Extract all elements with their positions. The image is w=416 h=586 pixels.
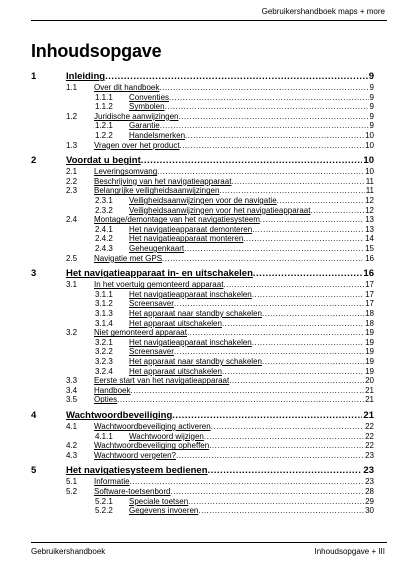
toc-entry[interactable] (31, 268, 374, 279)
toc-dot-leader (262, 309, 364, 318)
toc-dot-leader (185, 131, 364, 140)
toc-entry-number: 2.3.1 (95, 196, 113, 205)
toc-dot-leader (157, 167, 364, 176)
toc-entry-title[interactable]: Het apparaat uitschakelen (129, 318, 222, 328)
toc-entry-page: 21 (363, 410, 374, 421)
toc-entry[interactable] (31, 112, 374, 121)
toc-entry[interactable] (31, 215, 374, 224)
toc-entry[interactable] (31, 451, 374, 460)
toc-entry[interactable] (31, 121, 374, 130)
toc-entry[interactable] (31, 465, 374, 476)
toc-dot-leader (229, 376, 364, 385)
toc-entry-title[interactable]: Voordat u begint (66, 155, 141, 167)
toc-entry-page: 21 (365, 395, 374, 405)
toc-entry-page: 9 (369, 102, 374, 112)
toc-entry[interactable] (31, 244, 374, 253)
toc-entry-page: 22 (365, 431, 374, 441)
toc-entry-title[interactable]: Belangrijke veiligheidsaanwijzingen (94, 186, 220, 196)
toc-dot-leader (219, 186, 364, 195)
toc-dot-leader (105, 71, 368, 82)
toc-entry-page: 22 (365, 422, 374, 431)
toc-entry[interactable] (31, 395, 374, 404)
toc-entry[interactable] (31, 206, 374, 215)
toc-entry-page: 19 (365, 366, 374, 376)
toc-entry-page: 23 (363, 465, 374, 477)
toc-entry-title[interactable]: Veiligheidsaanwijzingen voor de navigatie (129, 196, 277, 205)
toc-entry-number: 2.4 (66, 215, 78, 225)
toc-entry-label (66, 268, 362, 279)
toc-entry-title[interactable]: Wachtwoordbeveiliging opheffen (94, 441, 210, 451)
toc-entry-number: 1 (31, 71, 37, 82)
toc-entry-title[interactable]: Leveringsomvang (94, 167, 158, 177)
toc-entry-label (66, 410, 362, 421)
toc-entry-title[interactable]: Beschrijving van het navigatieapparaat (94, 176, 232, 186)
toc-entry-number: 3.5 (66, 395, 78, 405)
toc-entry-page: 16 (365, 253, 374, 263)
toc-entry-page: 19 (365, 347, 374, 357)
toc-dot-leader (160, 121, 369, 130)
toc-entry-title[interactable]: Het navigatiesysteem bedienen (66, 465, 208, 477)
toc-entry-title[interactable]: Het apparaat naar standby schakelen (129, 309, 262, 318)
toc-entry-number: 5.2.2 (95, 506, 113, 516)
toc-entry-label (129, 432, 364, 441)
toc-entry-number: 2.3.2 (95, 205, 113, 215)
toc-dot-leader (252, 290, 364, 299)
toc-entry-page: 23 (365, 477, 374, 487)
toc-entry[interactable] (31, 225, 374, 234)
toc-entry-page: 18 (365, 309, 374, 318)
toc-entry-title[interactable]: Speciale toetsen (129, 496, 189, 506)
toc-dot-leader (162, 254, 364, 263)
toc-entry-label (129, 206, 364, 215)
toc-entry-label (129, 338, 364, 347)
toc-dot-leader (243, 234, 364, 243)
toc-dot-leader (172, 410, 362, 421)
toc-entry-page: 9 (369, 92, 374, 102)
toc-entry-title[interactable]: Over dit handboek (94, 83, 160, 92)
toc-entry[interactable] (31, 254, 374, 263)
toc-dot-leader (165, 102, 369, 111)
toc-dot-leader (231, 177, 364, 186)
toc-entry-number: 4.1 (66, 422, 78, 431)
toc-entry-title[interactable]: Het apparaat uitschakelen (129, 366, 222, 376)
toc-dot-leader (179, 112, 369, 121)
toc-entry[interactable] (31, 367, 374, 376)
footer-right: Inhoudsopgave + III (314, 547, 385, 556)
toc-entry[interactable] (31, 487, 374, 496)
footer-left: Gebruikershandboek (31, 547, 106, 556)
toc-entry-title[interactable]: Wachtwoordbeveiliging (66, 410, 173, 421)
toc-entry-number: 3.1.2 (95, 299, 113, 309)
toc-entry-label (129, 244, 364, 253)
toc-dot-leader (198, 506, 364, 515)
toc-entry[interactable] (31, 410, 374, 421)
toc-entry-number: 2.4.2 (95, 234, 113, 244)
toc-entry-number: 3.1.4 (95, 318, 113, 328)
toc-entry-title[interactable]: Screensaver (129, 347, 174, 357)
toc-entry-label (94, 477, 364, 486)
toc-entry-number: 1.2.1 (95, 121, 113, 131)
toc-entry-label (94, 186, 365, 195)
toc-dot-leader (174, 347, 364, 356)
toc-entry-page: 12 (365, 196, 374, 205)
toc-entry[interactable] (31, 441, 374, 450)
toc-entry-number: 3.2.2 (95, 347, 113, 357)
toc-entry-page: 14 (365, 234, 374, 244)
toc-entry[interactable] (31, 506, 374, 515)
toc-entry-title[interactable]: Geheugenkaart (129, 244, 185, 253)
toc-entry-number: 1.2 (66, 111, 78, 121)
toc-entry-page: 30 (365, 506, 374, 516)
toc-dot-leader (222, 319, 364, 328)
toc-entry-page: 15 (365, 244, 374, 253)
toc-entry-title[interactable]: Het navigatieapparaat inschakelen (129, 337, 252, 347)
toc-entry-number: 5.2.1 (95, 496, 113, 506)
toc-entry-title[interactable]: Informatie (94, 477, 130, 487)
toc-entry-title[interactable]: Wachtwoord wijzigen (129, 431, 204, 441)
toc-entry[interactable] (31, 357, 374, 366)
toc-entry-number: 2.4.1 (95, 224, 113, 234)
toc-dot-leader (208, 465, 363, 476)
toc-entry-number: 1.1.2 (95, 102, 113, 112)
toc-entry-number: 4.3 (66, 450, 78, 460)
toc-dot-leader (262, 357, 364, 366)
toc-dot-leader (180, 141, 365, 150)
toc-entry-title[interactable]: Handelsmerken (129, 131, 186, 140)
toc-entry-number: 3.1.1 (95, 289, 113, 299)
toc-entry[interactable] (31, 102, 374, 111)
toc-entry-page: 28 (365, 487, 374, 496)
toc-entry-label (94, 280, 364, 289)
toc-entry-label (129, 93, 369, 102)
toc-dot-leader (187, 328, 364, 337)
toc-dot-leader (204, 432, 364, 441)
toc-entry-number: 5.2 (66, 487, 78, 496)
toc-entry-page: 9 (369, 121, 374, 131)
toc-entry-page: 23 (365, 450, 374, 460)
toc-entry-number: 4.2 (66, 441, 78, 451)
toc-dot-leader (222, 367, 364, 376)
toc-entry-title[interactable]: Juridische aanwijzingen (94, 111, 179, 121)
toc-entry-title[interactable]: Het navigatieapparaat monteren (129, 234, 244, 244)
toc-entry-label (94, 376, 364, 385)
toc-entry-title[interactable]: Niet gemonteerd apparaat (94, 328, 187, 338)
toc-entry-label (129, 299, 364, 308)
footer-rule (31, 542, 387, 543)
toc-dot-leader (176, 451, 364, 460)
toc-dot-leader (169, 93, 369, 102)
toc-entry-number: 1.1 (66, 83, 78, 92)
toc-entry-label (129, 357, 364, 366)
toc-entry-number: 2 (31, 155, 37, 167)
toc-entry-label (129, 102, 369, 111)
toc-entry-number: 3.1.3 (95, 309, 113, 318)
toc-dot-leader (141, 155, 363, 166)
toc-entry-page: 19 (365, 357, 374, 366)
toc-entry-page: 19 (365, 328, 374, 338)
toc-dot-leader (130, 386, 364, 395)
toc-entry[interactable] (31, 234, 374, 243)
toc-entry-page: 13 (365, 224, 374, 234)
toc-entry-label (94, 395, 364, 404)
toc-dot-leader (260, 215, 364, 224)
toc-entry[interactable] (31, 280, 374, 289)
toc-entry[interactable] (31, 196, 374, 205)
toc-entry-label (94, 83, 369, 92)
toc-entry-title[interactable]: Conventies (129, 92, 170, 102)
toc-entry-label (66, 465, 362, 476)
toc-entry-title[interactable]: Het navigatieapparaat in- en uitschakelen (66, 268, 253, 280)
toc-entry-number: 2.4.3 (95, 244, 113, 253)
toc-entry[interactable] (31, 422, 374, 431)
toc-entry-title[interactable]: Het apparaat naar standby schakelen (129, 357, 262, 366)
toc-entry-title[interactable]: Het navigatieapparaat demonteren (129, 224, 253, 234)
toc-dot-leader (159, 83, 368, 92)
toc-dot-leader (171, 487, 365, 496)
toc-entry-page: 10 (363, 155, 374, 167)
toc-entry-title[interactable]: Navigatie met GPS (94, 253, 163, 263)
toc-entry-number: 5 (31, 465, 37, 477)
toc-entry-label (94, 215, 364, 224)
toc-entry-number: 3.1 (66, 280, 78, 290)
toc-dot-leader (211, 422, 364, 431)
toc-dot-leader (130, 477, 365, 486)
page-title: Inhoudsopgave (31, 41, 162, 61)
toc-entry-title[interactable]: Eerste start van het navigatieapparaat (94, 376, 230, 386)
toc-entry-page: 11 (365, 176, 374, 186)
toc-entry-number: 3.4 (66, 385, 78, 395)
toc-entry-page: 19 (365, 337, 374, 347)
toc-entry[interactable] (31, 386, 374, 395)
toc-entry-title[interactable]: In het voertuig gemonteerd apparaat (94, 280, 224, 290)
toc-entry-title[interactable]: Opties (94, 395, 118, 405)
toc-entry-page: 9 (368, 71, 374, 82)
toc-entry[interactable] (31, 338, 374, 347)
toc-entry[interactable] (31, 319, 374, 328)
toc-dot-leader (209, 441, 364, 450)
toc-entry-label (129, 290, 364, 299)
toc-entry-title[interactable]: Montage/demontage van het navigatiesysteem (94, 215, 260, 225)
toc-entry-page: 17 (365, 299, 374, 309)
toc-entry-title[interactable]: Handboek (94, 385, 131, 395)
toc-dot-leader (252, 338, 364, 347)
toc-entry[interactable] (31, 186, 374, 195)
toc-entry-page: 9 (369, 111, 374, 121)
toc-entry[interactable] (31, 432, 374, 441)
toc-entry-label (129, 367, 364, 376)
toc-entry[interactable] (31, 347, 374, 356)
toc-dot-leader (310, 206, 364, 215)
toc-entry-page: 29 (365, 496, 374, 506)
toc-entry-number: 3 (31, 268, 37, 280)
toc-entry-page: 12 (365, 205, 374, 215)
toc-dot-leader (174, 299, 364, 308)
toc-entry[interactable] (31, 309, 374, 318)
toc-entry-page: 16 (363, 268, 374, 280)
toc-entry-label (129, 309, 364, 318)
toc-entry-title[interactable]: Garantie (129, 121, 160, 131)
toc-entry-number: 3.2.3 (95, 357, 113, 366)
toc-entry-page: 17 (365, 289, 374, 299)
toc-entry-label (94, 167, 364, 176)
toc-entry-number: 4 (31, 410, 37, 421)
header-rule (31, 20, 387, 21)
toc-entry-number: 2.1 (66, 167, 78, 177)
toc-entry-label (94, 487, 364, 496)
toc-entry-number: 3.2 (66, 328, 78, 338)
toc-entry-label (129, 131, 364, 140)
toc-entry-label (129, 234, 364, 243)
toc-entry-title[interactable]: Software-toetsenbord (94, 487, 171, 496)
toc-entry[interactable] (31, 155, 374, 166)
toc-dot-leader (253, 268, 363, 279)
toc-entry-label (94, 177, 365, 186)
toc-entry-page: 22 (365, 441, 374, 451)
toc-entry-page: 10 (365, 140, 374, 150)
toc-dot-leader (277, 196, 364, 205)
toc-entry-label (129, 506, 364, 515)
toc-entry-title[interactable]: Gegevens invoeren (129, 506, 199, 516)
toc-entry[interactable] (31, 83, 374, 92)
toc-entry-page: 20 (365, 376, 374, 386)
toc-entry-number: 2.2 (66, 176, 78, 186)
toc-entry-label (94, 141, 364, 150)
toc-entry-number: 1.2.2 (95, 131, 113, 140)
toc-entry-number: 4.1.1 (95, 431, 113, 441)
toc-entry-number: 2.3 (66, 186, 78, 196)
toc-entry-label (129, 196, 364, 205)
toc-entry-number: 5.1 (66, 477, 78, 487)
toc-entry[interactable] (31, 290, 374, 299)
toc-dot-leader (188, 497, 364, 506)
toc-entry-page: 11 (365, 186, 374, 196)
toc-entry-label (94, 422, 364, 431)
toc-entry[interactable] (31, 328, 374, 337)
toc-entry-page: 13 (365, 215, 374, 225)
toc-entry-page: 10 (365, 167, 374, 177)
toc-entry-label (66, 155, 362, 166)
toc-entry-title[interactable]: Het navigatieapparaat inschakelen (129, 289, 252, 299)
toc-dot-leader (252, 225, 364, 234)
toc-entry-label (129, 347, 364, 356)
toc-entry[interactable] (31, 167, 374, 176)
toc-entry-label (129, 225, 364, 234)
toc-entry-label (66, 71, 368, 82)
toc-entry-number: 2.5 (66, 253, 78, 263)
toc-entry-title[interactable]: Vragen over het product (94, 140, 180, 150)
toc-entry-number: 3.2.1 (95, 337, 113, 347)
toc-entry[interactable] (31, 299, 374, 308)
toc-entry-number: 1.3 (66, 140, 78, 150)
toc-entry-label (94, 254, 364, 263)
toc-entry-number: 3.2.4 (95, 366, 113, 376)
toc-entry-number: 1.1.1 (95, 92, 113, 102)
toc-entry-page: 18 (365, 318, 374, 328)
toc-entry[interactable] (31, 141, 374, 150)
running-header: Gebruikershandboek maps + more (261, 7, 385, 16)
toc-entry-title[interactable]: Screensaver (129, 299, 174, 309)
toc-entry[interactable] (31, 93, 374, 102)
toc-entry-label (94, 386, 364, 395)
toc-entry[interactable] (31, 477, 374, 486)
toc-entry[interactable] (31, 71, 374, 82)
toc-entry[interactable] (31, 177, 374, 186)
toc-entry[interactable] (31, 497, 374, 506)
toc-entry-title[interactable]: Inleiding (66, 71, 106, 82)
toc-entry-title[interactable]: Symbolen (129, 102, 165, 112)
toc-entry-title[interactable]: Wachtwoord vergeten? (94, 450, 176, 460)
toc-entry-label (94, 441, 364, 450)
toc-entry-page: 10 (365, 131, 374, 140)
toc-entry-label (129, 319, 364, 328)
toc-entry-label (94, 451, 364, 460)
toc-dot-leader (117, 395, 364, 404)
toc-entry-page: 21 (365, 385, 374, 395)
toc-entry-page: 17 (365, 280, 374, 290)
toc-entry-label (129, 497, 364, 506)
toc-dot-leader (223, 280, 364, 289)
toc-entry-number: 3.3 (66, 376, 78, 386)
toc-entry-label (129, 121, 369, 130)
toc-entry-label (94, 328, 364, 337)
toc-entry-title[interactable]: Veiligheidsaanwijzingen voor het navigatieapparaat (129, 205, 311, 215)
toc-entry[interactable] (31, 376, 374, 385)
toc-entry-page: 9 (369, 83, 374, 92)
toc-entry[interactable] (31, 131, 374, 140)
toc-entry-label (94, 112, 369, 121)
toc-dot-leader (184, 244, 364, 253)
toc-entry-title[interactable]: Wachtwoordbeveiliging activeren (94, 422, 211, 431)
